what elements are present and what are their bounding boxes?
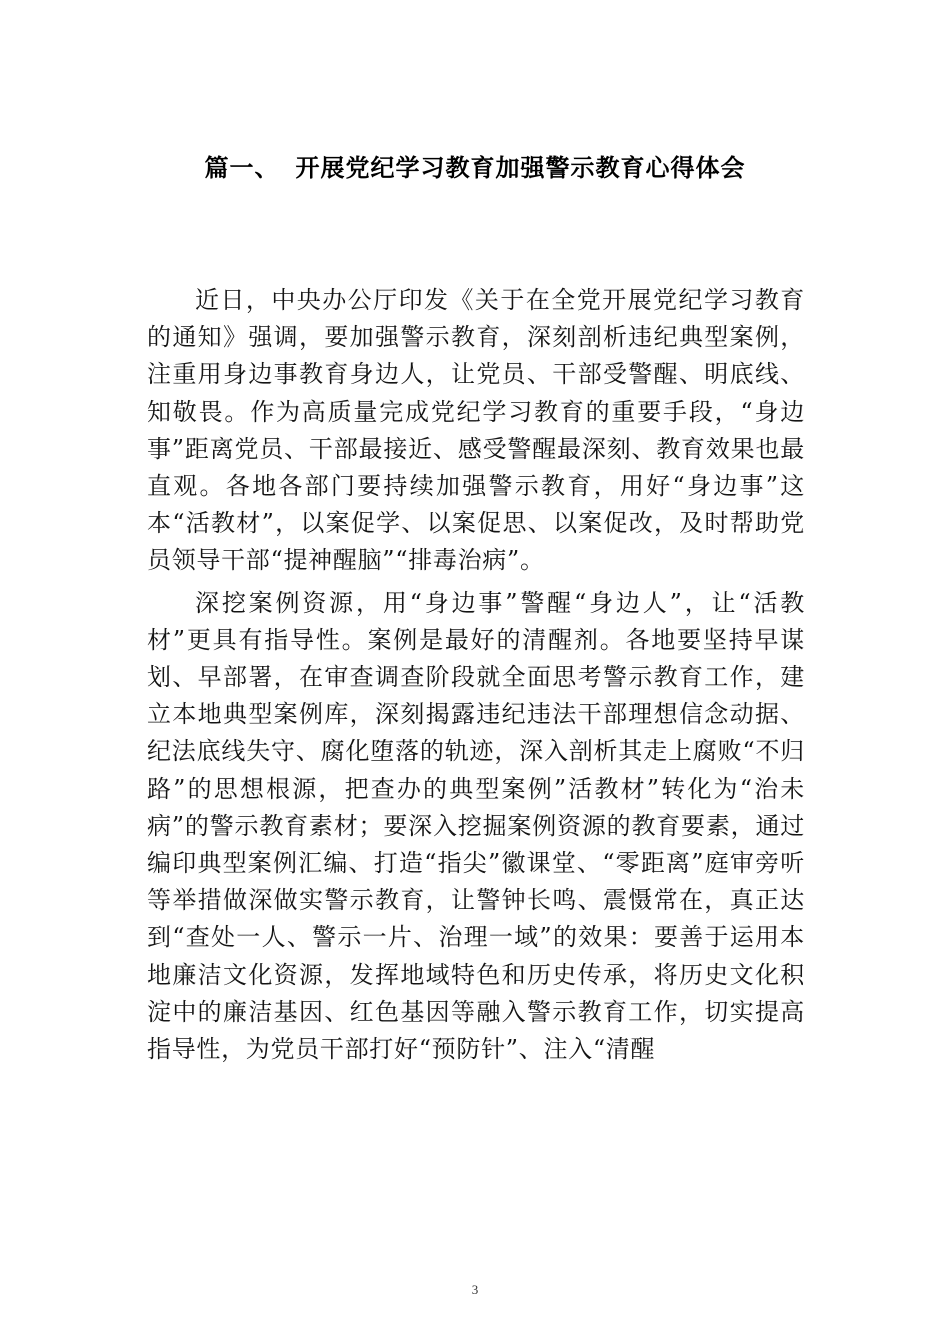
paragraph-2: 深挖案例资源，用“身边事”警醒“身边人”，让“活教材”更具有指导性。案例是最好的清醒剂。各地要坚持早谋划、早部署，在审查调查阶段就全面思考警示教育工作，建立本地典型案例库，深刻揭露违纪违法干部理想信念动据、纪法底线失守、腐化堕落的轨迹，深入剖析其走上腐败“不归路”的思想根源，把查办的典型案例”活教材”转化为“治未病”的警示教育素材；要深入挖掘案例资源的教育要素，通过编印典型案例汇编、打造“指尖”徽课堂、“零距离”庭审旁听等举措做深做实警示教育，让警钟长鸣、震慑常在，真正达到“查处一人、警示一片、治理一域”的效果：要善于运用本地廉洁文化资源，发挥地域特色和历史传承，将历史文化积淀中的廉洁基因、红色基因等融入警示教育工作，切实提高指导性，为党员干部打好“预防针”、注入“清醒 <box>147 588 805 1064</box>
title-main: 开展党纪学习教育加强警示教育心得体会 <box>295 154 746 182</box>
document-body <box>147 282 805 1073</box>
document-title <box>0 150 950 186</box>
page-number: 3 <box>471 1282 479 1297</box>
paragraph-1: 近日，中央办公厅印发《关于在全党开展党纪学习教育的通知》强调，要加强警示教育，深刻剖析违纪典型案例，注重用身边事教育身边人，让党员、干部受警醒、明底线、知敬畏。作为高质量完成党纪学习教育的重要手段，“身边事”距离党员、干部最接近、感受警醒最深刻、教育效果也最直观。各地各部门要持续加强警示教育，用好“身边事”这本“活教材”，以案促学、以案促思、以案促改，及时帮助党员领导干部“提神醒脑”“排毒治病”。 <box>147 286 805 575</box>
title-prefix: 篇一、 <box>204 154 280 182</box>
